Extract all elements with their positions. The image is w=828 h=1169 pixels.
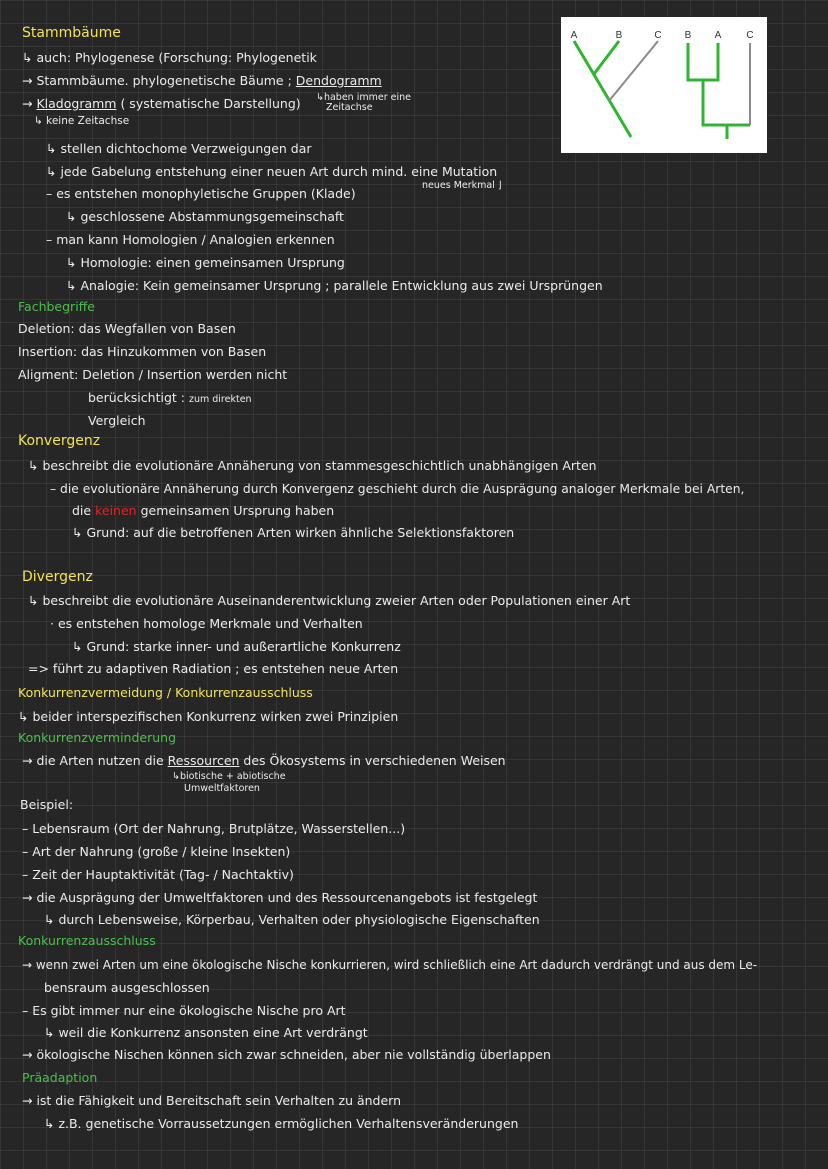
heading-konvergenz: Konvergenz [18, 433, 101, 449]
note-keine-zeitachse: ↳ keine Zeitachse [34, 115, 130, 127]
heading-praeadaption: Präadaption [22, 1070, 98, 1085]
tree-diagram [561, 17, 767, 153]
tree-label-a: A [714, 30, 722, 41]
heading-konkurrenzausschluss: Konkurrenzausschluss [18, 933, 156, 948]
heading-stammbaeume: Stammbäume [22, 25, 121, 41]
tree-label-c: C [654, 30, 662, 41]
text-line: Insertion: das Hinzukommen von Basen [18, 344, 267, 359]
text-line: Aligment: Deletion / Insertion werden nicht [18, 367, 288, 382]
text-line: – die evolutionäre Annäherung durch Konvergenz geschieht durch die Ausprägung analoger Merkmale bei Arten, [50, 482, 745, 496]
heading-konkurrenzverminderung: Konkurrenzverminderung [18, 730, 177, 745]
text-line: Vergleich [88, 413, 146, 428]
branch [594, 41, 619, 74]
phylogenetic-tree-figure [561, 17, 767, 153]
text-line: → die Ausprägung der Umweltfaktoren und des Ressourcenangebots ist festgelegt [22, 890, 538, 905]
term-kladogramm: Kladogramm [36, 96, 117, 111]
heading-konkurrenzvermeidung: Konkurrenzvermeidung / Konkurrenzausschluss [18, 685, 313, 700]
heading-divergenz: Divergenz [22, 569, 93, 585]
term-dendogramm: Dendogramm [295, 73, 382, 88]
branch [609, 41, 658, 101]
note-ressourcen: Umweltfaktoren [184, 783, 260, 794]
term-keinen: keinen [95, 503, 137, 518]
text-line: – Lebensraum (Ort der Nahrung, Brutplätze, Wasserstellen...) [22, 821, 406, 836]
branch [574, 41, 631, 137]
text-line: – es entstehen monophyletische Gruppen (Klade) [46, 186, 356, 201]
tree-label-b: B [615, 30, 623, 41]
tree-label-c: C [746, 30, 754, 41]
text-line: → die Arten nutzen die Ressourcen des Ökosystems in verschiedenen Weisen [22, 753, 506, 768]
note-ressourcen: ↳biotische + abiotische [172, 771, 286, 782]
text-line: die keinen gemeinsamen Ursprung haben [72, 503, 335, 518]
text-line: → Kladogramm ( systematische Darstellung) [22, 96, 301, 111]
branch [703, 103, 750, 125]
branch [688, 43, 718, 80]
text-line: ↳ weil die Konkurrenz ansonsten eine Art verdrängt [44, 1025, 368, 1040]
term-ressourcen: Ressourcen [167, 753, 240, 768]
note-neues-merkmal: neues Merkmal ⌋ [422, 180, 502, 191]
text-line: => führt zu adaptiven Radiation ; es entstehen neue Arten [28, 661, 399, 676]
text-line: ↳ stellen dichtochome Verzweigungen dar [46, 141, 312, 156]
text-line: – Es gibt immer nur eine ökologische Nische pro Art [22, 1003, 346, 1018]
tree-label-a: A [570, 30, 578, 41]
text-line: ↳ jede Gabelung entstehung einer neuen Art durch mind. eine Mutation [46, 164, 498, 179]
text-line: – Art der Nahrung (große / kleine Insekten) [22, 844, 291, 859]
text-line: ↳ Analogie: Kein gemeinsamer Ursprung ; parallele Entwicklung aus zwei Ursprüngen [66, 278, 603, 293]
text-line: Deletion: das Wegfallen von Basen [18, 321, 236, 336]
text-line: ↳ beschreibt die evolutionäre Annäherung von stammesgeschichtlich unabhängigen Arten [28, 458, 597, 473]
text-line: ↳ durch Lebensweise, Körperbau, Verhalten oder physiologische Eigenschaften [44, 912, 540, 927]
text-line: bensraum ausgeschlossen [44, 980, 210, 995]
text-line: → wenn zwei Arten um eine ökologische Nische konkurrieren, wird schließlich eine Art dadurch verdrängt und aus dem Le- [22, 958, 758, 972]
text-line: Beispiel: [20, 797, 74, 812]
text-line: ↳ auch: Phylogenese (Forschung: Phylogenetik [22, 50, 317, 65]
note-zeitachse: Zeitachse [326, 102, 373, 113]
heading-fachbegriffe: Fachbegriffe [18, 299, 95, 314]
text-line: → ist die Fähigkeit und Bereitschaft sein Verhalten zu ändern [22, 1093, 402, 1108]
text-line: ↳ Homologie: einen gemeinsamen Ursprung [66, 255, 345, 270]
tree-label-b: B [684, 30, 692, 41]
text-line: → ökologische Nischen können sich zwar schneiden, aber nie vollständig überlappen [22, 1047, 551, 1062]
text-line: ↳ beider interspezifischen Konkurrenz wirken zwei Prinzipien [18, 709, 399, 724]
note-zeitachse: ↳haben immer eine [316, 92, 411, 103]
text-line: – man kann Homologien / Analogien erkennen [46, 232, 335, 247]
text-line: berücksichtigt : zum direkten [88, 390, 252, 405]
text-line: ↳ Grund: starke inner- und außerartliche Konkurrenz [72, 639, 401, 654]
text-line: → Stammbäume. phylogenetische Bäume ; Dendogramm [22, 73, 382, 88]
text-line: · es entstehen homologe Merkmale und Verhalten [50, 616, 363, 631]
text-line: ↳ z.B. genetische Vorraussetzungen ermöglichen Verhaltensveränderungen [44, 1116, 519, 1131]
text-line: ↳ Grund: auf die betroffenen Arten wirken ähnliche Selektionsfaktoren [72, 525, 515, 540]
text-line: ↳ beschreibt die evolutionäre Auseinanderentwicklung zweier Arten oder Populationen einer Art [28, 593, 631, 608]
text-line: ↳ geschlossene Abstammungsgemeinschaft [66, 209, 344, 224]
text-line: – Zeit der Hauptaktivität (Tag- / Nachtaktiv) [22, 867, 294, 882]
